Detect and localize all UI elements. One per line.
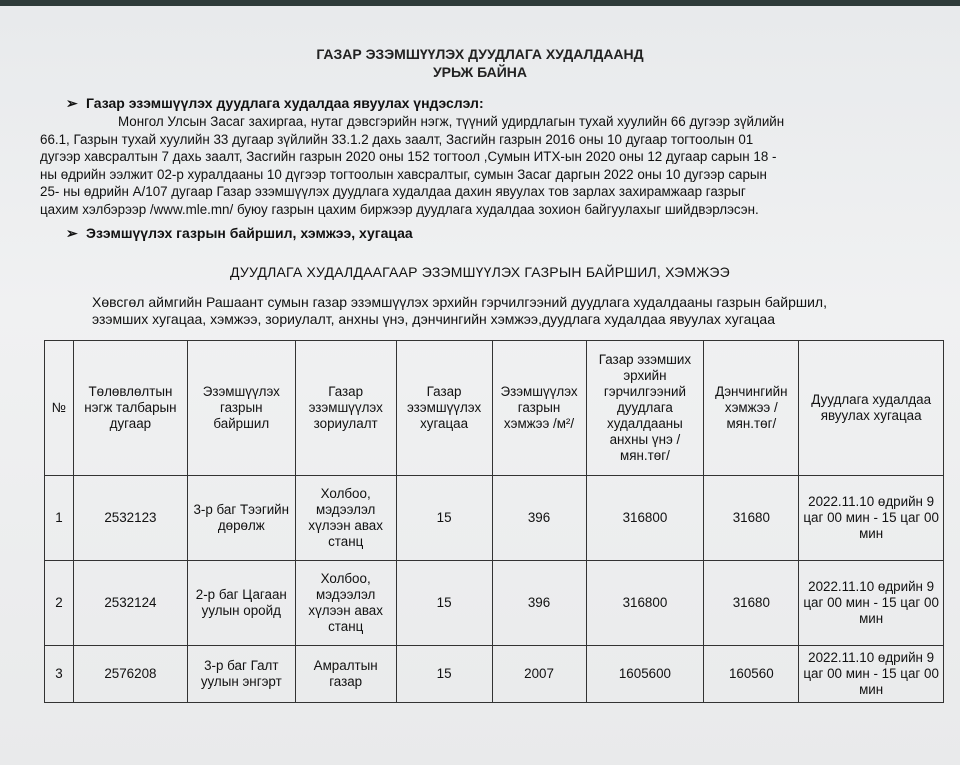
section-title: ДУУДЛАГА ХУДАЛДААГААР ЭЗЭМШҮҮЛЭХ ГАЗРЫН БАЙРШИЛ, ХЭМЖЭЭ [230,264,730,280]
table-row [45,561,944,646]
table-description [92,294,912,328]
document-title-line2: УРЬЖ БАЙНА [432,64,528,80]
land-auction-table [44,340,944,703]
cell-start-price: 1605600 [586,646,704,703]
cell-duration: 15 [396,561,492,646]
table-row [45,646,944,703]
cell-location: 3-р баг Галт уулын энгэрт [187,646,295,703]
arrow-bullet-icon: ➢ [66,95,78,111]
cell-purpose: Амралтын газар [295,646,396,703]
cell-duration: 15 [396,646,492,703]
table-row [45,476,944,561]
cell-area: 2007 [492,646,586,703]
bullet-location [66,225,413,242]
header-purpose: Газар эзэмшүүлэх зориулалт [295,341,396,476]
header-number: № [45,341,74,476]
basis-line: дугээр хавсралтын 7 дахь заалт, Засгийн газрын 2020 оны 152 тогтоол ,Сумын ИТХ-ын 2020 оны 12 дугаар сарын 18 - [40,149,777,165]
header-area: Эзэмшүүлэх газрын хэмжээ /м²/ [492,341,586,476]
basis-line: 25- ны өдрийн А/107 дугаар Газар эзэмшүүлэх дуудлага худалдаа дахин явуулах тов зарлах захирамжаар газрыг [40,184,746,200]
cell-deposit: 31680 [704,561,799,646]
cell-auction-time: 2022.11.10 өдрийн 9 цаг 00 мин - 15 цаг 00 мин [799,646,944,703]
cell-auction-time: 2022.11.10 өдрийн 9 цаг 00 мин - 15 цаг 00 мин [799,476,944,561]
cell-start-price: 316800 [586,476,704,561]
description-line: Хөвсгөл аймгийн Рашаант сумын газар эзэмшүүлэх эрхийн гэрчилгээний дуудлага худалдааны газрын байршил, [92,294,827,310]
cell-number: 3 [45,646,74,703]
header-deposit: Дэнчингийн хэмжээ /мян.төг/ [704,341,799,476]
header-duration: Газар эзэмшүүлэх хугацаа [396,341,492,476]
cell-parcel-id: 2532123 [73,476,187,561]
header-start-price: Газар эзэмших эрхийн гэрчилгээний дуудлага худалдааны анхны үнэ /мян.төг/ [586,341,704,476]
bullet-location-text: Эзэмшүүлэх газрын байршил, хэмжээ, хугацаа [86,225,413,241]
header-location: Эзэмшүүлэх газрын байршил [187,341,295,476]
cell-deposit: 160560 [704,646,799,703]
arrow-bullet-icon: ➢ [66,225,78,241]
basis-line: 66.1, Газрын тухай хуулийн 33 дугаар зүйлийн 33.1.2 дахь заалт, Засгийн газрын 2016 оны 10 дугаар тогтоолын 01 [40,131,754,147]
cell-number: 1 [45,476,74,561]
cell-area: 396 [492,561,586,646]
description-line: эзэмших хугацаа, хэмжээ, зориулалт, анхны үнэ, дэнчингийн хэмжээ,дуудлага худалдаа явуулах хугацаа [92,311,775,327]
cell-purpose: Холбоо, мэдээлэл хүлээн авах станц [295,561,396,646]
header-parcel-id: Төлөвлөлтын нэгж талбарын дугаар [73,341,187,476]
cell-purpose: Холбоо, мэдээлэл хүлээн авах станц [295,476,396,561]
cell-location: 3-р баг Тээгийн дөрөлж [187,476,295,561]
cell-start-price: 316800 [586,561,704,646]
cell-number: 2 [45,561,74,646]
cell-location: 2-р баг Цагаан уулын оройд [187,561,295,646]
basis-paragraph [40,113,922,219]
table-header-row [45,341,944,476]
basis-line: цахим хэлбэрээр /www.mle.mn/ буюу газрын цахим биржээр дуудлага худалдаа зохион байгуулахыг шийдвэрлэсэн. [40,201,759,217]
basis-line: Монгол Улсын Засаг захиргаа, нутаг дэвсгэрийн нэгж, түүний удирдлагын тухай хуулийн 66 дугээр зүйлийн [118,114,785,129]
cell-parcel-id: 2576208 [73,646,187,703]
cell-auction-time: 2022.11.10 өдрийн 9 цаг 00 мин - 15 цаг 00 мин [799,561,944,646]
cell-duration: 15 [396,476,492,561]
cell-deposit: 31680 [704,476,799,561]
header-auction-time: Дуудлага худалдаа явуулах хугацаа [799,341,944,476]
cell-area: 396 [492,476,586,561]
basis-line: ны өдрийн ээлжит 02-р хуралдааны 10 дүгээр тогтоолын хавсралтыг, сумын Засаг даргын 2022 оны 10 дугээр сарын [40,166,767,182]
document-title-line1: ГАЗАР ЭЗЭМШҮҮЛЭХ ДУУДЛАГА ХУДАЛДААНД [316,46,644,62]
bullet-basis [66,95,484,112]
cell-parcel-id: 2532124 [73,561,187,646]
bullet-basis-text: Газар эзэмшүүлэх дуудлага худалдаа явуулах үндэслэл: [86,95,484,111]
